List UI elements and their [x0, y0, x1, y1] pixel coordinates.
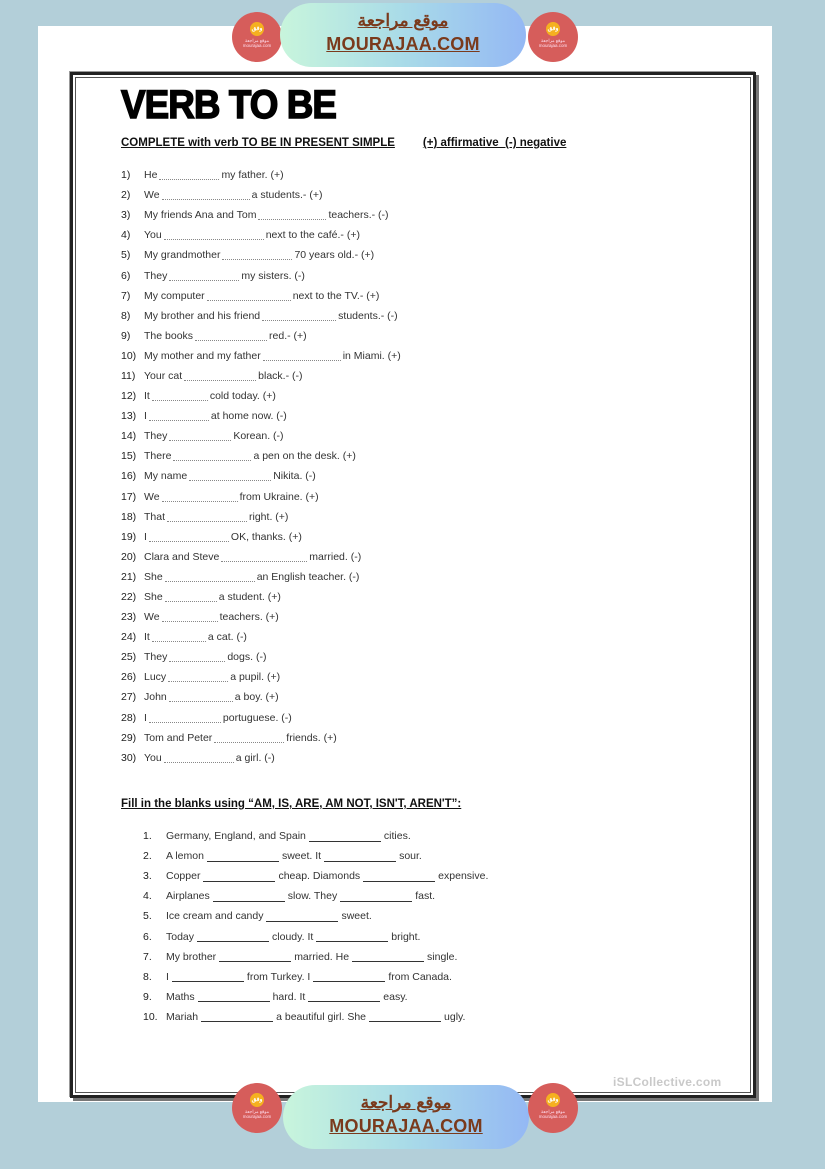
answer-blank[interactable] — [149, 532, 229, 542]
fill-blank-text: expensive. — [438, 870, 489, 883]
exercise-subject: I — [144, 711, 147, 724]
exercise-number: 28) — [121, 711, 137, 724]
fill-blank-text: Today — [166, 930, 195, 943]
badge-caption-en: mourajaa.com — [538, 43, 568, 48]
exercise-subject: You — [144, 229, 162, 242]
answer-blank[interactable] — [149, 411, 209, 421]
exercise-subject: You — [144, 751, 162, 764]
fill-blank-number: 4. — [143, 890, 152, 903]
banner-arabic: موقع مراجعة — [360, 1093, 452, 1112]
badge-caption-en: mourajaa.com — [242, 1114, 272, 1119]
exercise-number: 24) — [121, 631, 137, 644]
exercise-subject: They — [144, 430, 168, 443]
book-logo-icon: وفق — [250, 22, 264, 36]
answer-blank[interactable] — [168, 672, 228, 682]
answer-blank[interactable] — [201, 1011, 273, 1022]
exercise-rest: black.- (-) — [258, 369, 303, 382]
exercise-row — [121, 728, 401, 748]
exercise-number: 15) — [121, 450, 137, 463]
fill-blank-row — [143, 987, 488, 1007]
answer-blank[interactable] — [165, 572, 255, 582]
islcollective-watermark: iSLCollective.com — [613, 1075, 722, 1089]
exercise-number: 29) — [121, 731, 137, 744]
badge-caption-ar: موقع مراجعة — [540, 38, 566, 43]
fill-blank-text: easy. — [383, 990, 408, 1003]
exercise-row — [121, 326, 401, 346]
exercise-row — [121, 607, 401, 627]
exercise-rest: in Miami. (+) — [342, 349, 401, 362]
fill-blank-number: 3. — [143, 870, 152, 883]
exercise-row — [121, 185, 401, 205]
exercise-rest: friends. (+) — [286, 731, 337, 744]
exercise-subject: I — [144, 530, 147, 543]
book-logo-icon: وفق — [546, 22, 560, 36]
answer-blank[interactable] — [262, 311, 336, 321]
answer-blank[interactable] — [340, 891, 412, 902]
banner-site-link[interactable]: MOURAJAA.COM — [326, 34, 480, 54]
exercise-rest: a pupil. (+) — [230, 671, 281, 684]
exercise-number: 3) — [121, 209, 131, 222]
exercise-rest: teachers.- (-) — [328, 209, 389, 222]
fill-blank-number: 7. — [143, 950, 152, 963]
exercise-number: 30) — [121, 751, 137, 764]
answer-blank[interactable] — [169, 271, 239, 281]
exercise-rest: students.- (-) — [338, 309, 398, 322]
exercise-row — [121, 567, 401, 587]
answer-blank[interactable] — [173, 451, 251, 461]
exercise-number: 7) — [121, 289, 131, 302]
fill-blank-row — [143, 886, 488, 906]
exercise-rest: cold today. (+) — [209, 390, 276, 403]
exercise-subject: There — [144, 450, 172, 463]
exercise-subject: Lucy — [144, 671, 167, 684]
exercise-rest: an English teacher. (-) — [256, 570, 360, 583]
fill-blank-row — [143, 1007, 488, 1027]
fill-blank-number: 5. — [143, 910, 152, 923]
exercise-row — [121, 205, 401, 225]
answer-blank[interactable] — [165, 592, 217, 602]
exercise-number: 8) — [121, 309, 131, 322]
exercise-row — [121, 466, 401, 486]
fill-blank-text: married. He — [294, 950, 350, 963]
answer-blank[interactable] — [189, 471, 271, 481]
exercise-number: 6) — [121, 269, 131, 282]
exercise-rest: teachers. (+) — [219, 611, 279, 624]
exercise-rest: from Ukraine. (+) — [239, 490, 319, 503]
book-logo-icon: وفق — [546, 1093, 560, 1107]
book-logo-icon: وفق — [250, 1093, 264, 1107]
answer-blank[interactable] — [258, 210, 326, 220]
answer-blank[interactable] — [169, 431, 231, 441]
exercise-row — [121, 507, 401, 527]
exercise-number: 27) — [121, 691, 137, 704]
fill-blank-text: Airplanes — [166, 890, 210, 903]
fill-blank-number: 6. — [143, 930, 152, 943]
exercise-row — [121, 487, 401, 507]
fill-blanks-list — [143, 826, 488, 1027]
fill-blank-row — [143, 967, 488, 987]
answer-blank[interactable] — [198, 991, 270, 1002]
fill-blank-text: ugly. — [444, 1010, 466, 1023]
exercise-row — [121, 687, 401, 707]
exercise-rest: right. (+) — [249, 510, 289, 523]
answer-blank[interactable] — [152, 632, 206, 642]
exercise-rest: portuguese. (-) — [222, 711, 292, 724]
fill-blank-text: Maths — [166, 990, 195, 1003]
exercise-number: 1) — [121, 169, 131, 182]
badge-top-right — [528, 12, 578, 62]
exercise-row — [121, 587, 401, 607]
exercise-rest: OK, thanks. (+) — [230, 530, 302, 543]
exercise-rest: a girl. (-) — [235, 751, 275, 764]
exercise-subject: My mother and my father — [144, 349, 261, 362]
exercise-row — [121, 265, 401, 285]
exercise-number: 16) — [121, 470, 137, 483]
exercise-rest: dogs. (-) — [227, 651, 267, 664]
exercise-subject: John — [144, 691, 167, 704]
exercise-row — [121, 667, 401, 687]
fill-blank-text: I — [166, 970, 169, 983]
fill-blank-row — [143, 866, 488, 886]
fill-blank-text: cities. — [383, 830, 411, 843]
answer-blank[interactable] — [213, 891, 285, 902]
legend-text: (+) affirmative (-) negative — [422, 137, 567, 149]
exercise-rest: a pen on the desk. (+) — [253, 450, 356, 463]
exercise-rest: Nikita. (-) — [273, 470, 316, 483]
fill-blank-text: sweet. It — [281, 850, 322, 863]
exercise-number: 23) — [121, 611, 137, 624]
exercise-list — [121, 165, 401, 768]
exercise-row — [121, 386, 401, 406]
answer-blank[interactable] — [369, 1011, 441, 1022]
answer-blank[interactable] — [316, 931, 388, 942]
exercise-rest: Korean. (-) — [233, 430, 284, 443]
badge-bottom-right — [528, 1083, 578, 1133]
exercise-number: 22) — [121, 591, 137, 604]
exercise-number: 12) — [121, 390, 137, 403]
exercise-number: 26) — [121, 671, 137, 684]
exercise-row — [121, 708, 401, 728]
answer-blank[interactable] — [203, 871, 275, 882]
banner-arabic: موقع مراجعة — [357, 11, 449, 30]
exercise-number: 2) — [121, 189, 131, 202]
fill-blank-row — [143, 906, 488, 926]
exercise-row — [121, 527, 401, 547]
answer-blank[interactable] — [169, 692, 233, 702]
exercise-row — [121, 426, 401, 446]
exercise-subject: We — [144, 490, 160, 503]
fill-blank-text: slow. They — [287, 890, 338, 903]
exercise-row — [121, 547, 401, 567]
badge-caption-ar: موقع مراجعة — [540, 1109, 566, 1114]
instruction-text: COMPLETE with verb TO BE IN PRESENT SIMPLE — [121, 137, 395, 149]
exercise-subject: We — [144, 611, 160, 624]
answer-blank[interactable] — [207, 291, 291, 301]
fill-blank-row — [143, 826, 488, 846]
exercise-rest: a cat. (-) — [207, 631, 247, 644]
fill-blank-number: 10. — [143, 1010, 158, 1023]
answer-blank[interactable] — [222, 250, 292, 260]
answer-blank[interactable] — [324, 851, 396, 862]
fill-blank-text: A lemon — [166, 850, 204, 863]
exercise-subject: They — [144, 269, 168, 282]
banner-top[interactable] — [280, 3, 526, 67]
answer-blank[interactable] — [195, 331, 267, 341]
exercise-subject: Your cat — [144, 369, 183, 382]
exercise-subject: Tom and Peter — [144, 731, 213, 744]
section2-title: Fill in the blanks using “AM, IS, ARE, AM NOT, ISN'T, AREN'T”: — [121, 798, 462, 810]
exercise-rest: 70 years old.- (+) — [294, 249, 375, 262]
exercise-subject: My grandmother — [144, 249, 221, 262]
exercise-subject: My name — [144, 470, 188, 483]
exercise-rest: my sisters. (-) — [241, 269, 305, 282]
fill-blank-text: from Turkey. I — [246, 970, 311, 983]
exercise-number: 19) — [121, 530, 137, 543]
exercise-subject: It — [144, 631, 150, 644]
badge-caption-en: mourajaa.com — [242, 43, 272, 48]
fill-blank-text: cloudy. It — [272, 930, 314, 943]
answer-blank[interactable] — [263, 351, 341, 361]
exercise-number: 18) — [121, 510, 137, 523]
fill-blank-number: 2. — [143, 850, 152, 863]
answer-blank[interactable] — [221, 552, 307, 562]
answer-blank[interactable] — [149, 713, 221, 723]
exercise-number: 21) — [121, 570, 137, 583]
worksheet-title: VERB TO BE — [121, 83, 337, 127]
answer-blank[interactable] — [197, 931, 269, 942]
exercise-number: 4) — [121, 229, 131, 242]
exercise-rest: a student. (+) — [218, 591, 281, 604]
fill-blank-text: a beautiful girl. She — [276, 1010, 367, 1023]
fill-blank-text: bright. — [391, 930, 421, 943]
fill-blank-number: 1. — [143, 830, 152, 843]
exercise-rest: next to the café.- (+) — [265, 229, 360, 242]
fill-blank-text: My brother — [166, 950, 217, 963]
exercise-row — [121, 406, 401, 426]
exercise-row — [121, 225, 401, 245]
exercise-subject: My computer — [144, 289, 205, 302]
badge-bottom-left — [232, 1083, 282, 1133]
exercise-row — [121, 165, 401, 185]
exercise-row — [121, 286, 401, 306]
answer-blank[interactable] — [164, 753, 234, 763]
answer-blank[interactable] — [266, 911, 338, 922]
fill-blank-text: from Canada. — [388, 970, 452, 983]
answer-blank[interactable] — [162, 492, 238, 502]
exercise-number: 20) — [121, 550, 137, 563]
exercise-number: 9) — [121, 329, 131, 342]
fill-blank-number: 9. — [143, 990, 152, 1003]
answer-blank[interactable] — [308, 991, 380, 1002]
banner-site-link[interactable]: MOURAJAA.COM — [329, 1116, 483, 1136]
exercise-subject: That — [144, 510, 166, 523]
exercise-subject: My brother and his friend — [144, 309, 261, 322]
exercise-subject: I — [144, 410, 147, 423]
fill-blank-row — [143, 947, 488, 967]
badge-caption-ar: موقع مراجعة — [244, 1109, 270, 1114]
instruction-line — [121, 137, 566, 149]
exercise-row — [121, 346, 401, 366]
fill-blank-text: Mariah — [166, 1010, 199, 1023]
exercise-rest: at home now. (-) — [210, 410, 287, 423]
fill-blank-text: sweet. — [341, 910, 372, 923]
exercise-subject: The books — [144, 329, 194, 342]
exercise-number: 5) — [121, 249, 131, 262]
answer-blank[interactable] — [219, 951, 291, 962]
exercise-number: 25) — [121, 651, 137, 664]
exercise-subject: Clara and Steve — [144, 550, 220, 563]
answer-blank[interactable] — [169, 652, 225, 662]
answer-blank[interactable] — [214, 733, 284, 743]
exercise-rest: a students.- (+) — [251, 189, 323, 202]
fill-blank-row — [143, 926, 488, 946]
answer-blank[interactable] — [162, 612, 218, 622]
exercise-rest: red.- (+) — [269, 329, 307, 342]
exercise-subject: They — [144, 651, 168, 664]
exercise-row — [121, 446, 401, 466]
answer-blank[interactable] — [164, 230, 264, 240]
exercise-rest: my father. (+) — [221, 169, 284, 182]
answer-blank[interactable] — [159, 170, 219, 180]
exercise-subject: My friends Ana and Tom — [144, 209, 257, 222]
exercise-number: 10) — [121, 349, 137, 362]
exercise-row — [121, 627, 401, 647]
exercise-row — [121, 366, 401, 386]
exercise-rest: next to the TV.- (+) — [292, 289, 380, 302]
fill-blank-number: 8. — [143, 970, 152, 983]
exercise-number: 14) — [121, 430, 137, 443]
exercise-subject: It — [144, 390, 150, 403]
badge-caption-en: mourajaa.com — [538, 1114, 568, 1119]
answer-blank[interactable] — [162, 190, 250, 200]
answer-blank[interactable] — [309, 831, 381, 842]
answer-blank[interactable] — [352, 951, 424, 962]
answer-blank[interactable] — [152, 391, 208, 401]
exercise-subject: She — [144, 570, 163, 583]
fill-blank-text: hard. It — [272, 990, 306, 1003]
exercise-number: 11) — [121, 369, 136, 382]
fill-blank-text: Ice cream and candy — [166, 910, 264, 923]
exercise-row — [121, 748, 401, 768]
answer-blank[interactable] — [172, 971, 244, 982]
exercise-rest: a boy. (+) — [234, 691, 279, 704]
exercise-subject: We — [144, 189, 160, 202]
badge-top-left — [232, 12, 282, 62]
exercise-rest: married. (-) — [309, 550, 362, 563]
exercise-subject: She — [144, 591, 163, 604]
exercise-row — [121, 647, 401, 667]
badge-caption-ar: موقع مراجعة — [244, 38, 270, 43]
answer-blank[interactable] — [363, 871, 435, 882]
exercise-row — [121, 245, 401, 265]
exercise-row — [121, 306, 401, 326]
fill-blank-text: fast. — [415, 890, 436, 903]
exercise-number: 13) — [121, 410, 137, 423]
answer-blank[interactable] — [313, 971, 385, 982]
answer-blank[interactable] — [167, 512, 247, 522]
fill-blank-text: Copper — [166, 870, 201, 883]
fill-blank-text: sour. — [399, 850, 422, 863]
fill-blank-text: cheap. Diamonds — [278, 870, 361, 883]
fill-blank-row — [143, 846, 488, 866]
fill-blank-text: single. — [427, 950, 458, 963]
fill-blank-text: Germany, England, and Spain — [166, 830, 306, 843]
exercise-number: 17) — [121, 490, 137, 503]
exercise-subject: He — [144, 169, 158, 182]
answer-blank[interactable] — [184, 371, 256, 381]
answer-blank[interactable] — [207, 851, 279, 862]
banner-bottom[interactable] — [283, 1085, 529, 1149]
